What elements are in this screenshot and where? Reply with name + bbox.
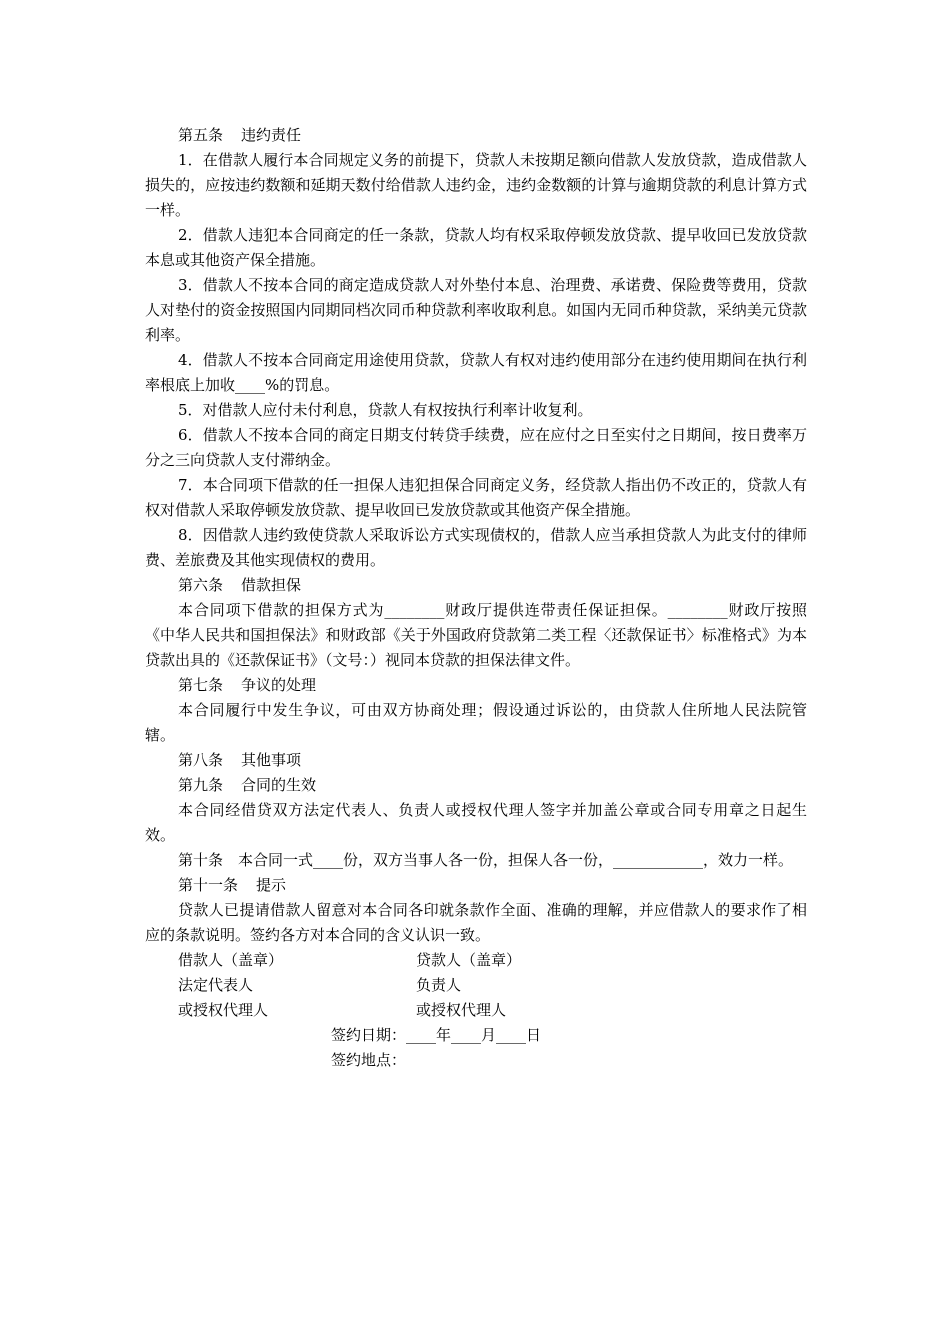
article-title: 提示 — [256, 876, 287, 894]
article-5 — [145, 123, 807, 573]
clause-paragraph: 7．本合同项下借款的任一担保人违犯担保合同商定义务，经贷款人指出仍不改正的，贷款人有权对借款人采取停顿发放贷款、提早收回已发放贷款或其他资产保全措施。 — [145, 476, 807, 519]
clause-paragraph: 8．因借款人违约致使贷款人采取诉讼方式实现债权的，借款人应当承担贷款人为此支付的律师费、差旅费及其他实现债权的费用。 — [145, 526, 807, 569]
article-title: 借款担保 — [241, 576, 302, 594]
article-8 — [145, 748, 807, 773]
article-title: 争议的处理 — [241, 676, 317, 694]
article-heading — [145, 773, 807, 798]
signing-date: 签约日期：____年____月____日 — [331, 1026, 542, 1044]
signature-row — [145, 973, 807, 998]
article-number: 第七条 — [178, 676, 224, 694]
article-number: 第八条 — [178, 751, 224, 769]
article-10 — [145, 848, 807, 873]
lender-representative-label: 负责人 — [416, 976, 462, 994]
article-heading — [145, 873, 807, 898]
article-number: 第六条 — [178, 576, 224, 594]
clause-paragraph: 3．借款人不按本合同的商定造成贷款人对外垫付本息、治理费、承诺费、保险费等费用，贷款人对垫付的资金按照国内同期同档次同币种贷款利率收取利息。如国内无同币种贷款，采纳美元贷款利率。 — [145, 276, 807, 344]
clause-paragraph: 本合同履行中发生争议，可由双方协商处理；假设通过诉讼的，由贷款人住所地人民法院管辖。 — [145, 701, 807, 744]
clause-paragraph: 本合同项下借款的担保方式为________财政厅提供连带责任保证担保。________财政厅按照《中华人民共和国担保法》和财政部《关于外国政府贷款第二类工程〈还款保证书〉标准格式》为本贷款出具的《还款保证书》（文号：）视同本贷款的担保法律文件。 — [145, 601, 807, 669]
signature-row — [145, 948, 807, 973]
article-title: 违约责任 — [241, 126, 302, 144]
lender-seal-label: 贷款人（盖章） — [416, 951, 522, 969]
article-heading — [145, 123, 807, 148]
article-title: 其他事项 — [241, 751, 302, 769]
signature-row — [145, 998, 807, 1023]
clause-paragraph: 6．借款人不按本合同的商定日期支付转贷手续费，应在应付之日至实付之日期间，按日费率万分之三向贷款人支付滞纳金。 — [145, 426, 807, 469]
article-11 — [145, 873, 807, 948]
clause-paragraph: 1．在借款人履行本合同规定义务的前提下，贷款人未按期足额向借款人发放贷款，造成借款人损失的，应按违约数额和延期天数付给借款人违约金，违约金数额的计算与逾期贷款的利息计算方式一样。 — [145, 151, 807, 219]
article-number: 第十一条 — [178, 876, 239, 894]
clause-paragraph: 2．借款人违犯本合同商定的任一条款，贷款人均有权采取停顿发放贷款、提早收回已发放贷款本息或其他资产保全措施。 — [145, 226, 807, 269]
clause-paragraph: 贷款人已提请借款人留意对本合同各印就条款作全面、准确的理解，并应借款人的要求作了相应的条款说明。签约各方对本合同的含义认识一致。 — [145, 901, 807, 944]
clause-paragraph: 第十条 本合同一式____份，双方当事人各一份，担保人各一份，____________，效力一样。 — [178, 851, 794, 869]
article-heading — [145, 573, 807, 598]
clause-paragraph: 5．对借款人应付未付利息，贷款人有权按执行利率计收复利。 — [178, 401, 593, 419]
signature-block — [145, 948, 807, 1073]
borrower-representative-label: 法定代表人 — [178, 976, 254, 994]
article-6 — [145, 573, 807, 673]
borrower-seal-label: 借款人（盖章） — [178, 951, 284, 969]
article-heading — [145, 748, 807, 773]
clause-paragraph: 4．借款人不按本合同商定用途使用贷款，贷款人有权对违约使用部分在违约使用期间在执行利率根底上加收____%的罚息。 — [145, 351, 807, 394]
article-heading — [145, 673, 807, 698]
article-number: 第五条 — [178, 126, 224, 144]
contract-page — [145, 123, 807, 1073]
article-number: 第九条 — [178, 776, 224, 794]
lender-agent-label: 或授权代理人 — [416, 1001, 507, 1019]
clause-paragraph: 本合同经借贷双方法定代表人、负责人或授权代理人签字并加盖公章或合同专用章之日起生效。 — [145, 801, 807, 844]
signing-place: 签约地点： — [331, 1051, 407, 1069]
borrower-agent-label: 或授权代理人 — [178, 1001, 269, 1019]
article-9 — [145, 773, 807, 848]
article-7 — [145, 673, 807, 748]
article-title: 合同的生效 — [241, 776, 317, 794]
